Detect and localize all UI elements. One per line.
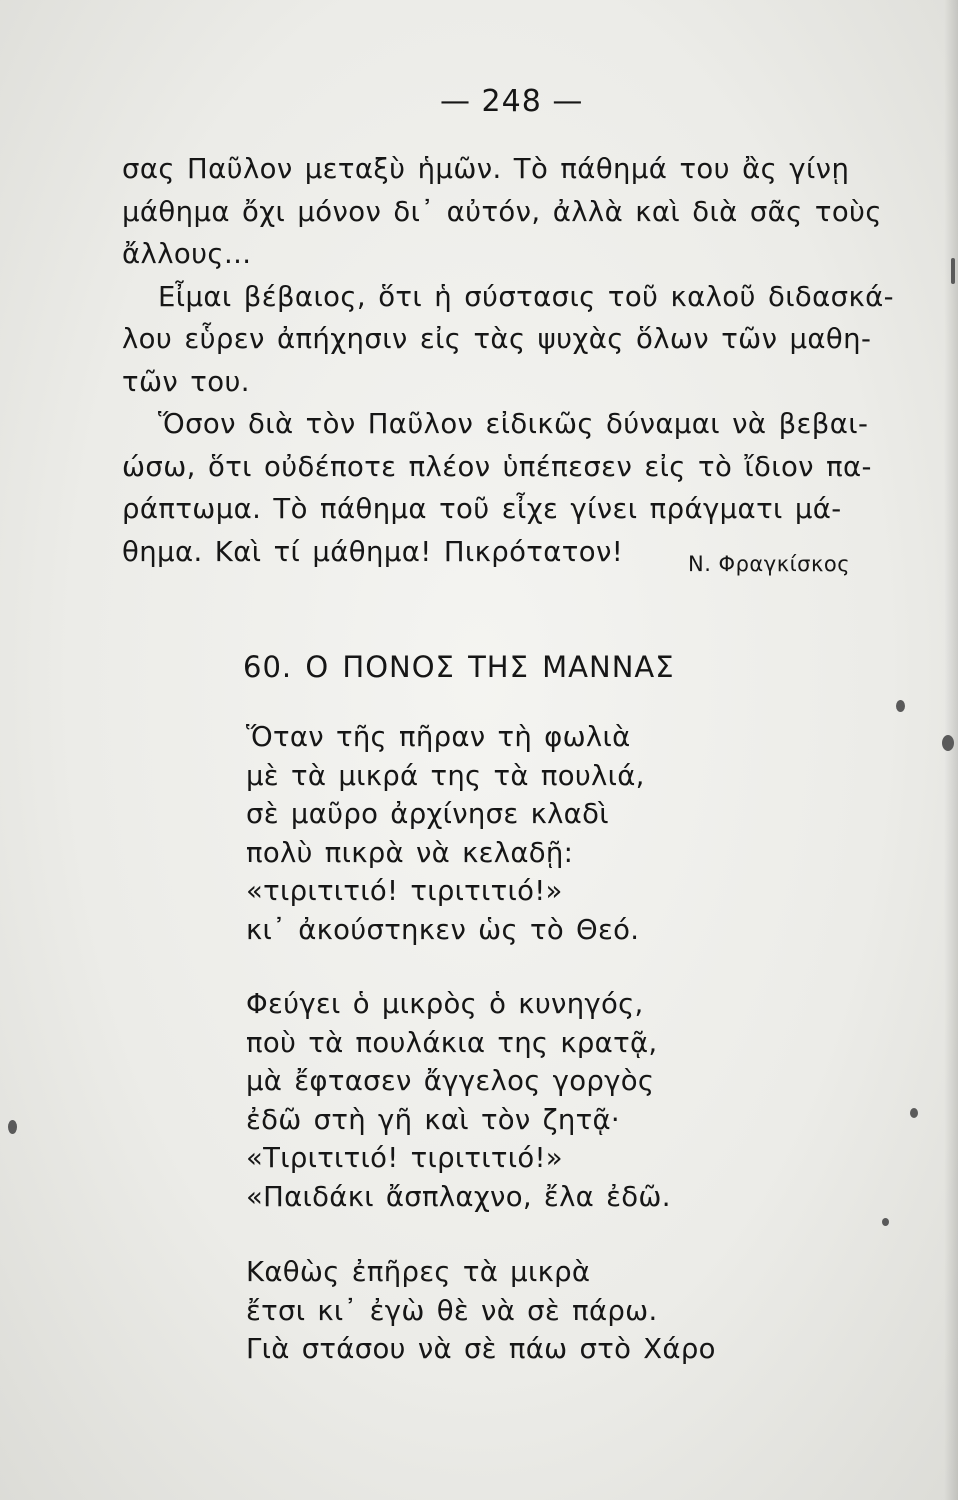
poem-line: σὲ μαῦρο ἀρχίνησε κλαδὶ [246, 798, 609, 831]
poem-line: «τιριτιτιό! τιριτιτιό!» [246, 875, 563, 908]
poem-line: ποὺ τὰ πουλάκια της κρατᾷ, [246, 1026, 658, 1059]
prose-line: μάθημα ὄχι μόνον δι᾽ αὐτόν, ἀλλὰ καὶ διὰ σᾶς τοὺς [122, 195, 882, 228]
poem-line: Φεύγει ὁ μικρὸς ὁ κυνηγός, [246, 988, 644, 1020]
prose-line: σας Παῦλον μεταξὺ ἡμῶν. Τὸ πάθημά του ἂς γίνῃ [122, 153, 850, 185]
scan-speck [8, 1120, 17, 1134]
prose-line: θημα. Καὶ τί μάθημα! Πικρότατον! [122, 535, 624, 568]
prose-line: λου εὗρεν ἀπήχησιν εἰς τὰς ψυχὰς ὅλων τῶν μαθη- [122, 323, 872, 355]
prose-paragraphs [122, 148, 894, 573]
poem-line: κι᾽ ἀκούστηκεν ὡς τὸ Θεό. [246, 913, 640, 946]
scan-speck [942, 735, 954, 751]
page-number: — 248 — [440, 84, 584, 119]
poem-title: 60. Ο ΠΟΝΟΣ ΤΗΣ ΜΑΝΝΑΣ [243, 650, 675, 684]
scan-speck [951, 258, 955, 284]
author-signature: Ν. Φραγκίσκος [688, 552, 851, 576]
poem-line: Ὅταν τῆς πῆραν τὴ φωλιὰ [246, 721, 631, 753]
poem-line: ἔτσι κι᾽ ἐγὼ θὲ νὰ σὲ πάρω. [246, 1294, 658, 1327]
poem-line: ἐδῶ στὴ γῆ καὶ τὸν ζητᾷ· [246, 1103, 620, 1136]
poem-stanza [246, 985, 671, 1217]
prose-line: ἄλλους... [122, 238, 252, 270]
prose-line: τῶν του. [122, 365, 250, 398]
prose-line: Ὅσον διὰ τὸν Παῦλον εἰδικῶς δύναμαι νὰ βεβαι- [158, 408, 869, 440]
scan-speck [910, 1108, 918, 1118]
poem-stanza [246, 718, 645, 950]
poem-line: μὲ τὰ μικρά της τὰ πουλιά, [246, 759, 645, 792]
poem-line: Γιὰ στάσου νὰ σὲ πάω στὸ Χάρο [246, 1333, 716, 1366]
prose-line: Εἶμαι βέβαιος, ὅτι ἡ σύστασις τοῦ καλοῦ διδασκά- [158, 280, 894, 313]
poem-line: «Παιδάκι ἄσπλαχνο, ἔλα ἐδῶ. [246, 1180, 671, 1213]
prose-line: ώσω, ὅτι οὐδέποτε πλέον ὑπέπεσεν εἰς τὸ ἴδιον πα- [122, 450, 872, 483]
scan-speck [882, 1218, 889, 1226]
scan-speck [896, 700, 905, 712]
poem-line: πολὺ πικρὰ νὰ κελαδῇ: [246, 836, 574, 869]
poem-line: «Τιριτιτιό! τιριτιτιό!» [246, 1142, 563, 1175]
poem-stanza [246, 1253, 716, 1369]
poem-line: Καθὼς ἐπῆρες τὰ μικρὰ [246, 1256, 591, 1288]
poem-line: μὰ ἔφτασεν ἄγγελος γοργὸς [246, 1065, 655, 1098]
prose-line: ράπτωμα. Τὸ πάθημα τοῦ εἶχε γίνει πράγματι μά- [122, 493, 842, 525]
